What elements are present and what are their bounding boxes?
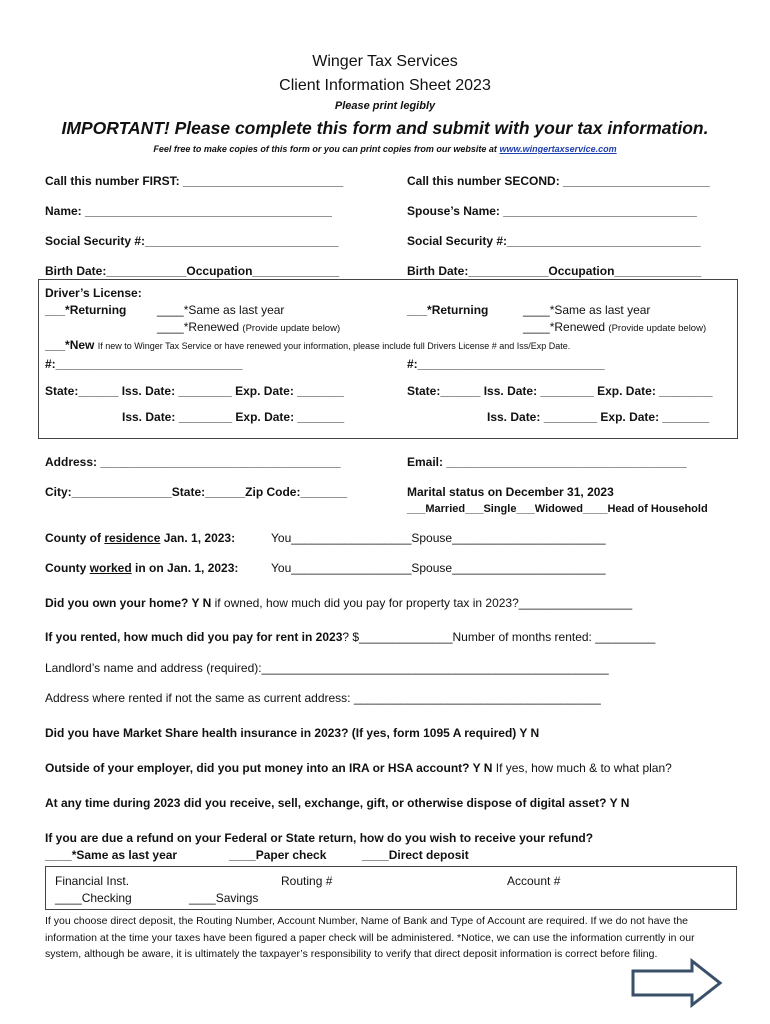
- county-residence-field[interactable]: You__________________Spouse_______________________: [271, 531, 606, 545]
- spouse-license-number-field[interactable]: #:____________________________: [407, 357, 605, 371]
- print-note: Please print legibly: [334, 100, 436, 112]
- new-label: ___*New: [45, 338, 95, 352]
- license-state-dates-field[interactable]: State:______ Iss. Date: ________ Exp. Date: _______: [45, 384, 344, 398]
- county-residence-label: County of residence Jan. 1, 2023:: [45, 531, 236, 545]
- county-worked-field[interactable]: You__________________Spouse_______________________: [271, 561, 606, 575]
- refund-question: If you are due a refund on your Federal or State return, how do you wish to receive your refund?: [45, 831, 594, 845]
- rented-address-field[interactable]: Address where rented if not the same as current address: _____________________________________: [45, 691, 601, 705]
- direct-deposit-box: [45, 866, 737, 910]
- returning-option[interactable]: ___*Returning: [45, 303, 127, 317]
- spouse-renewed-label: ____*Renewed: [523, 320, 606, 334]
- own-home-question[interactable]: [45, 596, 632, 610]
- renewed-label: ____*Renewed: [157, 320, 240, 334]
- checking-option[interactable]: ____Checking: [55, 891, 132, 905]
- important-heading: IMPORTANT! Please complete this form and submit with your tax information.: [61, 118, 709, 138]
- name-field[interactable]: Name: _____________________________________: [45, 204, 332, 218]
- digital-asset-question[interactable]: At any time during 2023 did you receive, sell, exchange, gift, or otherwise dispose of digital asset? Y N: [45, 796, 630, 810]
- refund-same-option[interactable]: ____*Same as last year: [45, 848, 178, 862]
- county-worked-label: County worked in on Jan. 1, 2023:: [45, 561, 239, 575]
- company-name: Winger Tax Services: [312, 53, 458, 70]
- spouse-same-as-last-year-option[interactable]: ____*Same as last year: [523, 303, 651, 317]
- renewed-option[interactable]: [157, 320, 340, 336]
- spouse-renewed-note: (Provide update below): [608, 323, 707, 334]
- spouse-birth-occupation-field[interactable]: Birth Date:____________Occupation_____________: [407, 264, 702, 278]
- new-note: If new to Winger Tax Service or have renewed your information, please include full Drivers License # and Iss/Exp Date.: [97, 341, 571, 351]
- rent-followup: ? $______________Number of months rented: _________: [342, 630, 656, 644]
- birth-occupation-field[interactable]: Birth Date:____________Occupation_____________: [45, 264, 340, 278]
- call-first-field[interactable]: Call this number FIRST: ________________________: [45, 174, 344, 188]
- address-field[interactable]: Address: ____________________________________: [45, 455, 341, 469]
- marital-status-title: Marital status on December 31, 2023: [407, 485, 614, 499]
- license-title: Driver’s License:: [45, 286, 142, 300]
- renewed-note: (Provide update below): [242, 323, 341, 334]
- refund-direct-deposit-option[interactable]: ____Direct deposit: [362, 848, 469, 862]
- sheet-title: Client Information Sheet 2023: [279, 77, 491, 94]
- account-number-field[interactable]: Account #: [507, 874, 561, 888]
- financial-inst-field[interactable]: Financial Inst.: [55, 874, 130, 888]
- direct-deposit-note: If you choose direct deposit, the Routing Number, Account Number, Name of Bank and Type of Account are required. If we do not have the information at the time your taxes have been figured a paper check will be administered. *Notice, we can use the information currently in our system, although be aware, it is ultimately the taxpayer’s responsibility to verify that direct deposit information is correct before filing.: [45, 915, 695, 960]
- city-state-zip-field[interactable]: City:_______________State:______Zip Code:_______: [45, 485, 348, 499]
- copies-note: [0, 142, 770, 156]
- own-home-followup: if owned, how much did you pay for property tax in 2023?_________________: [214, 596, 633, 610]
- market-share-question[interactable]: Did you have Market Share health insurance in 2023? (If yes, form 1095 A required) Y N: [45, 726, 540, 740]
- marital-status-options[interactable]: ___Married___Single___Widowed____Head of Household: [407, 503, 708, 515]
- spouse-license-iss-exp-field[interactable]: Iss. Date: ________ Exp. Date: _______: [487, 410, 710, 424]
- copies-note-text: Feel free to make copies of this form or you can print copies from our website at: [153, 144, 497, 154]
- spouse-returning-option[interactable]: ___*Returning: [407, 303, 489, 317]
- spouse-license-state-dates-field[interactable]: State:______ Iss. Date: ________ Exp. Date: ________: [407, 384, 713, 398]
- routing-number-field[interactable]: Routing #: [281, 874, 333, 888]
- savings-option[interactable]: ____Savings: [189, 891, 259, 905]
- license-iss-exp-field[interactable]: Iss. Date: ________ Exp. Date: _______: [122, 410, 345, 424]
- own-home-label: Did you own your home? Y N: [45, 596, 212, 610]
- rent-label: If you rented, how much did you pay for rent in 2023: [45, 630, 343, 644]
- website-link[interactable]: www.wingertaxservice.com: [499, 144, 617, 154]
- ira-hsa-followup: If yes, how much & to what plan?: [495, 761, 672, 775]
- call-second-field[interactable]: Call this number SECOND: ______________________: [407, 174, 710, 188]
- same-as-last-year-option[interactable]: ____*Same as last year: [157, 303, 285, 317]
- spouse-renewed-option[interactable]: [523, 320, 706, 336]
- landlord-field[interactable]: Landlord’s name and address (required):____________________________________________________: [45, 661, 609, 675]
- new-option[interactable]: [45, 338, 570, 353]
- ira-hsa-label: Outside of your employer, did you put money into an IRA or HSA account? Y N: [45, 761, 493, 775]
- rent-question[interactable]: [45, 630, 655, 644]
- spouse-name-field[interactable]: Spouse’s Name: _____________________________: [407, 204, 697, 218]
- ira-hsa-question[interactable]: [45, 761, 672, 775]
- license-number-field[interactable]: #:____________________________: [45, 357, 243, 371]
- spouse-ssn-field[interactable]: Social Security #:_____________________________: [407, 234, 701, 248]
- refund-paper-check-option[interactable]: ____Paper check: [229, 848, 327, 862]
- email-field[interactable]: Email: ____________________________________: [407, 455, 687, 469]
- next-page-arrow-icon[interactable]: [630, 958, 725, 1008]
- ssn-field[interactable]: Social Security #:_____________________________: [45, 234, 339, 248]
